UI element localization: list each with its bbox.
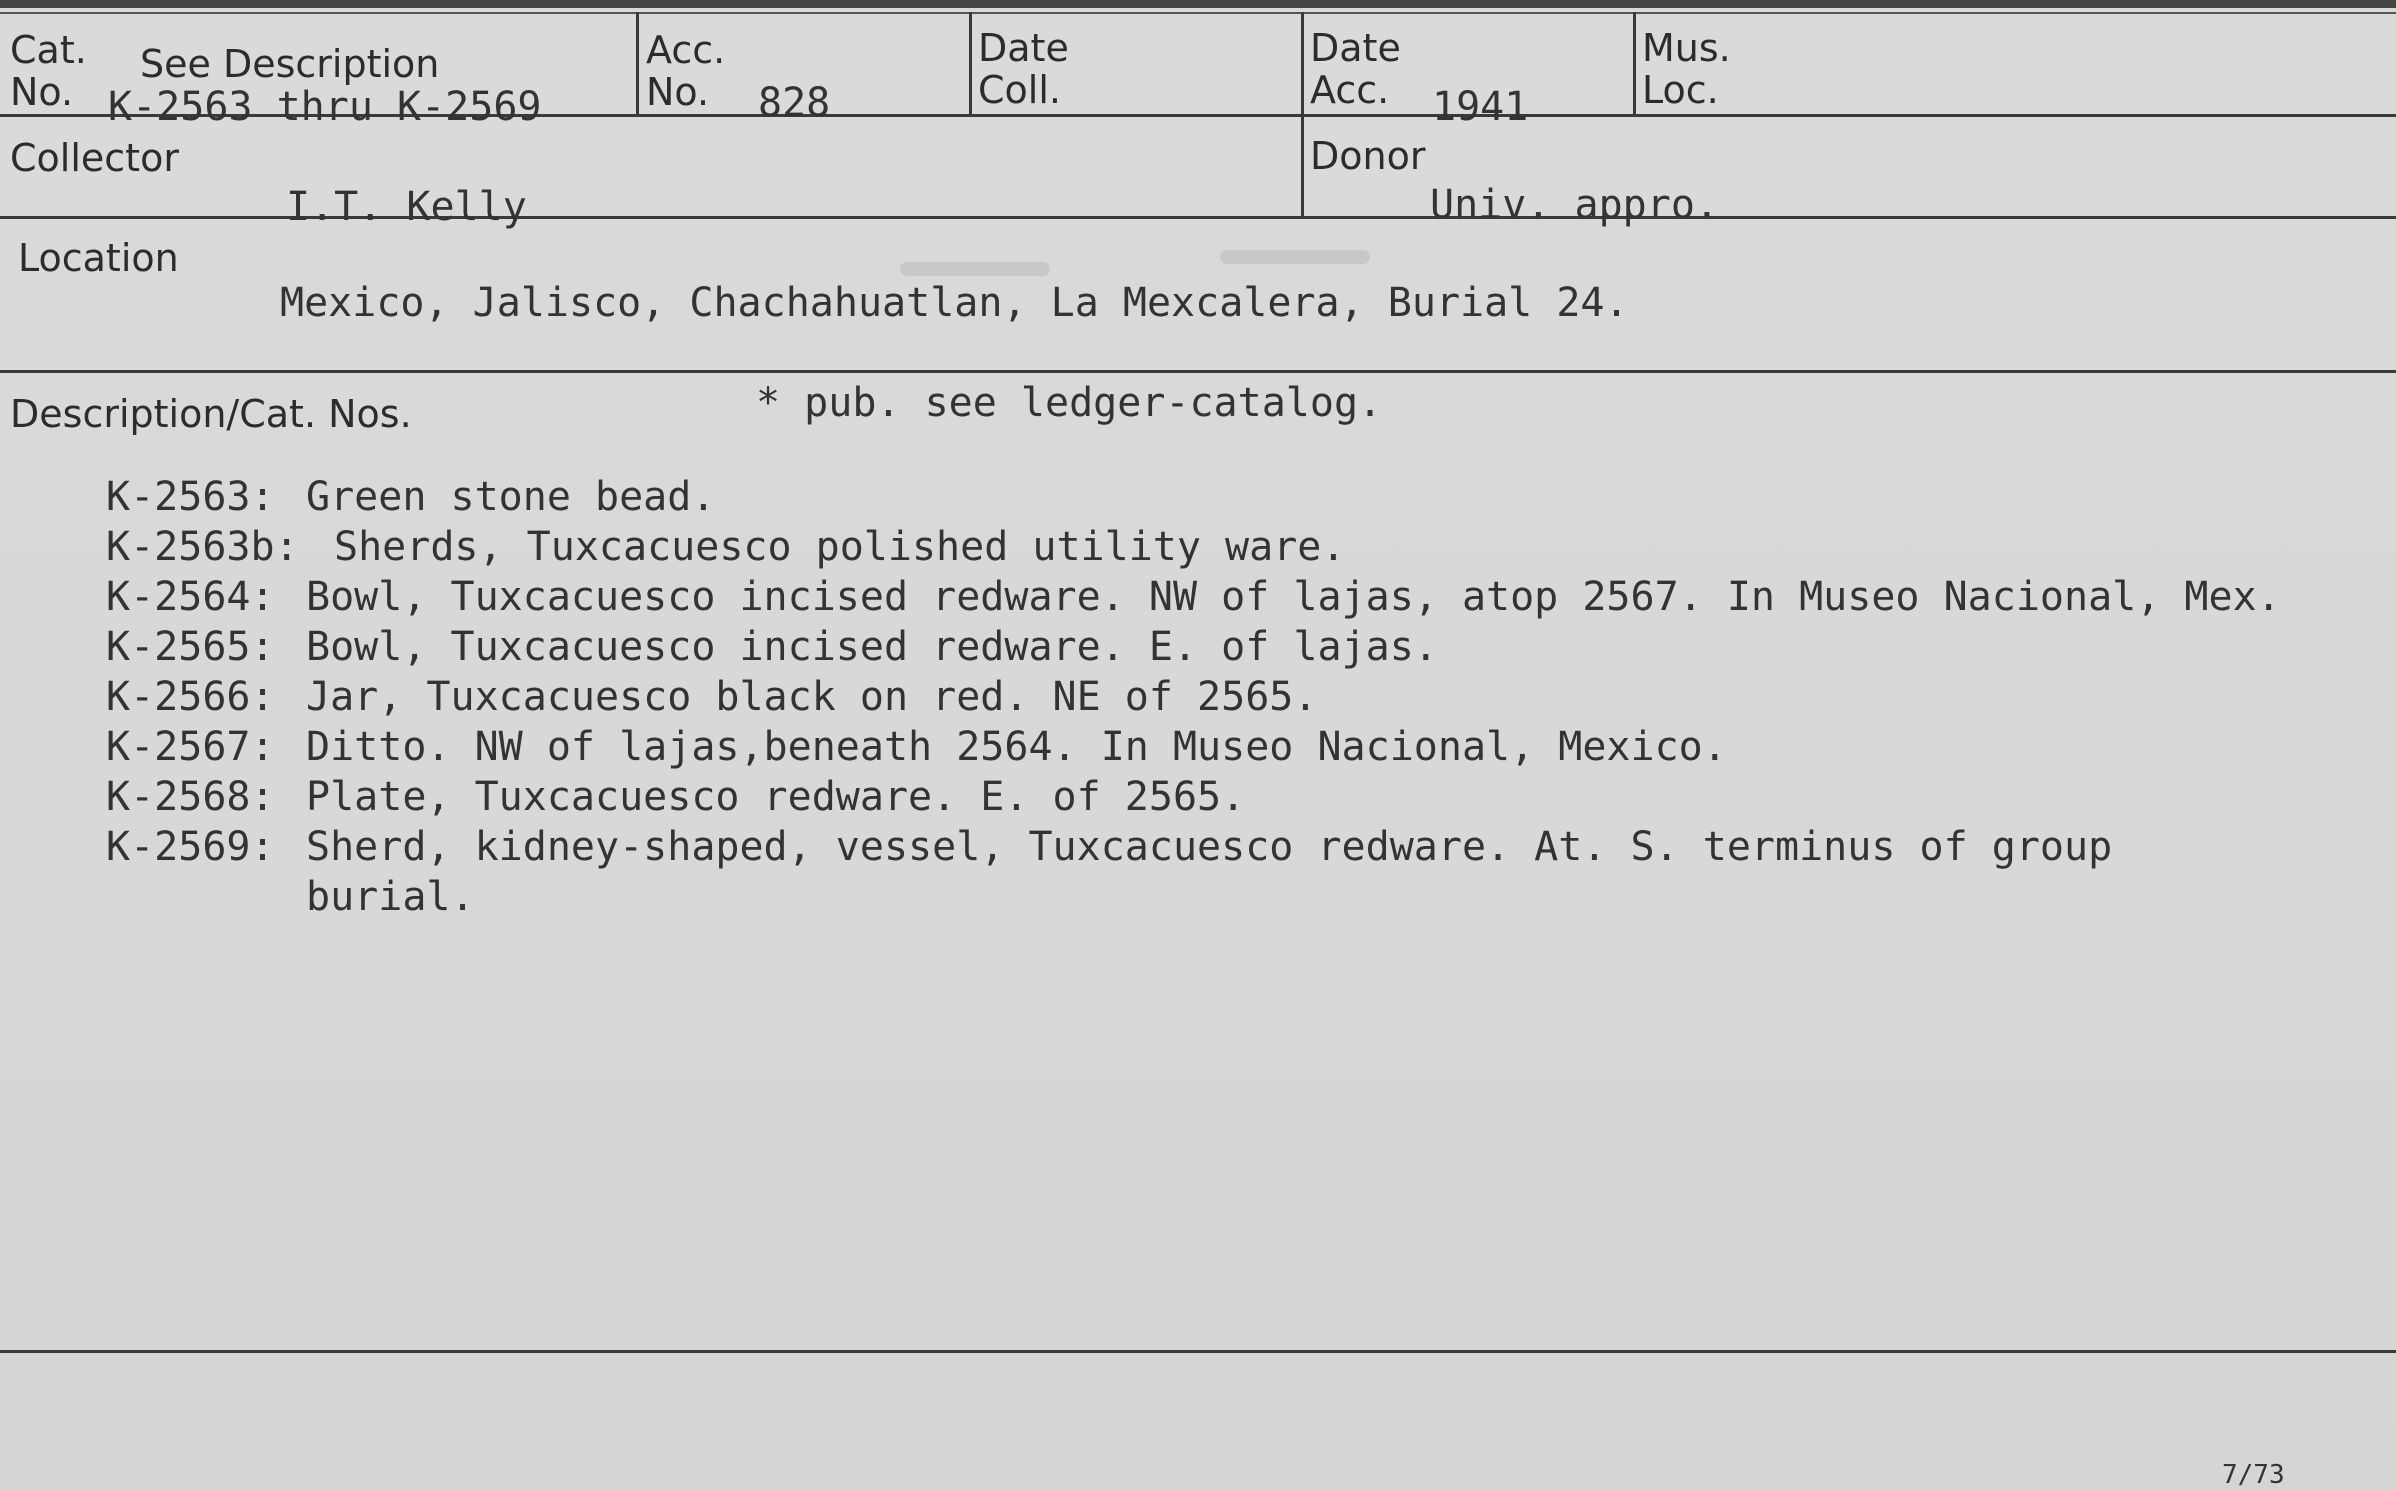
divider-acc-datecoll — [969, 12, 972, 116]
publication-note: * pub. see ledger-catalog. — [756, 380, 1383, 426]
date-acc-value: 1941 — [1432, 84, 1529, 130]
divider-cat-acc — [636, 12, 639, 116]
catalog-number: K-2563: — [106, 474, 275, 520]
description-list — [106, 472, 2366, 922]
location-label: Location — [18, 236, 179, 280]
list-item — [106, 722, 2366, 772]
item-description: Jar, Tuxcacuesco black on red. NE of 2565. — [306, 674, 1318, 720]
cat-number-range: K-2563 thru K-2569 — [108, 84, 542, 130]
catalog-number: K-2566: — [106, 674, 275, 720]
list-item — [106, 822, 2366, 872]
rule-location — [0, 370, 2396, 373]
description-label: Description/Cat. Nos. — [10, 392, 412, 436]
date-coll-label-2: Coll. — [978, 68, 1061, 112]
date-acc-label-1: Date — [1310, 26, 1401, 70]
mus-loc-label-1: Mus. — [1642, 26, 1731, 70]
acc-label-1: Acc. — [646, 28, 726, 72]
smudge-mark — [900, 262, 1050, 276]
cat-label-1: Cat. — [10, 28, 87, 72]
item-description: Sherds, Tuxcacuesco polished utility ware. — [334, 524, 1346, 570]
item-description: Ditto. NW of lajas,beneath 2564. In Museo Nacional, Mexico. — [306, 724, 1727, 770]
item-description: Plate, Tuxcacuesco redware. E. of 2565. — [306, 774, 1246, 820]
donor-value: Univ. appro. — [1430, 182, 1719, 228]
item-description: Green stone bead. — [306, 474, 716, 520]
acc-label-2: No. — [646, 70, 710, 114]
date-coll-label-1: Date — [978, 26, 1069, 70]
collector-label: Collector — [10, 136, 179, 180]
catalog-number: K-2569: — [106, 824, 275, 870]
list-item — [106, 572, 2366, 622]
acc-number: 828 — [758, 80, 831, 126]
list-item-continuation — [106, 872, 2366, 922]
catalog-number: K-2568: — [106, 774, 275, 820]
list-item — [106, 472, 2366, 522]
mus-loc-label-2: Loc. — [1642, 68, 1719, 112]
cat-label-2: No. — [10, 70, 74, 114]
catalog-number: K-2567: — [106, 724, 275, 770]
catalog-number: K-2565: — [106, 624, 275, 670]
list-item — [106, 772, 2366, 822]
item-description: Bowl, Tuxcacuesco incised redware. NW of lajas, atop 2567. In Museo Nacional, Mex. — [306, 574, 2281, 620]
donor-label: Donor — [1310, 134, 1426, 178]
list-item — [106, 522, 2366, 572]
location-value: Mexico, Jalisco, Chachahuatlan, La Mexcalera, Burial 24. — [280, 280, 1629, 326]
smudge-mark — [1220, 250, 1370, 264]
list-item — [106, 622, 2366, 672]
rule-description-end — [0, 1350, 2396, 1353]
catalog-number: K-2563b: — [106, 524, 299, 570]
item-description: Sherd, kidney-shaped, vessel, Tuxcacuesco redware. At. S. terminus of group — [306, 824, 2113, 870]
top-border — [0, 0, 2396, 8]
collector-value: I.T. Kelly — [286, 184, 527, 230]
date-acc-label-2: Acc. — [1310, 68, 1390, 112]
item-description-continued: burial. — [306, 874, 475, 920]
card-code: 7/73 — [2222, 1460, 2285, 1490]
cat-value-1: See Description — [140, 42, 440, 86]
catalog-number: K-2564: — [106, 574, 275, 620]
divider-dateacc-musloc — [1633, 12, 1636, 116]
top-border-inner — [0, 12, 2396, 14]
list-item — [106, 672, 2366, 722]
item-description: Bowl, Tuxcacuesco incised redware. E. of lajas. — [306, 624, 1438, 670]
